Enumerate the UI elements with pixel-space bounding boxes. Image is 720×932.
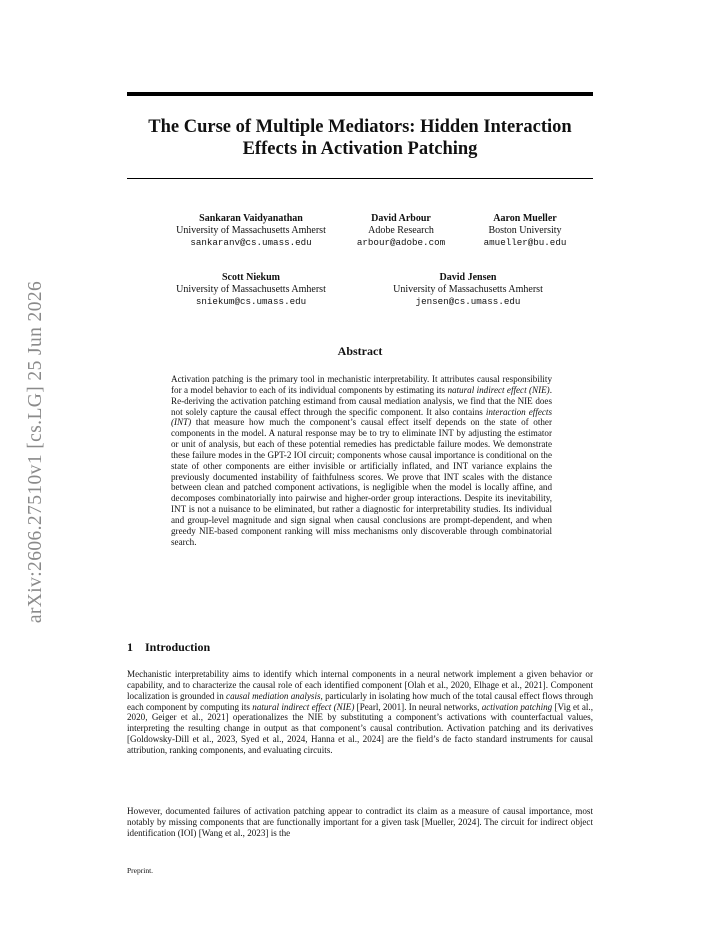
author-name: David Jensen (439, 272, 497, 283)
author-block (357, 213, 445, 249)
author-affiliation: Boston University (488, 225, 562, 236)
title-top-rule (127, 92, 593, 96)
author-name: Aaron Mueller (493, 213, 557, 224)
abstract-heading: Abstract (337, 344, 383, 358)
author-name: Sankaran Vaidyanathan (199, 213, 303, 224)
section-number: 1 (127, 640, 133, 654)
author-email[interactable]: amueller@bu.edu (483, 237, 567, 248)
arxiv-stamp: arXiv:2606.27510v1 [cs.LG] 25 Jun 2026 (25, 280, 46, 624)
author-email[interactable]: arbour@adobe.com (356, 237, 446, 248)
author-block (393, 272, 543, 308)
author-affiliation: University of Massachusetts Amherst (393, 284, 543, 295)
author-email[interactable]: jensen@cs.umass.edu (415, 296, 521, 307)
author-affiliation: University of Massachusetts Amherst (176, 284, 326, 295)
preprint-footer: Preprint. (127, 866, 154, 875)
intro-paragraph: However, documented failures of activation patching appear to contradict its claim as a measure of causal importance, most notably by missing components that are functionally important for a given task [Mueller, 2024]. The circuit for indirect object identification (IOI) [Wang et al., 2023] is the (127, 806, 593, 838)
section-title: Introduction (145, 640, 211, 654)
intro-paragraph: Mechanistic interpretability aims to identify which internal components in a neural network implement a given behavior or capability, and to characterize the causal role of each identified component [Olah et al., 2020, Elhage et al., 2021]. Component localization is grounded in causal mediation analysis, particularly in isolating how much of the total causal effect flows through each component by computing its natural indirect effect (NIE) [Pearl, 2001]. In neural networks, activation patching [Vig et al., 2020, Geiger et al., 2021] operationalizes the NIE by substituting a component’s activations with counterfactual values, interpreting the resulting change in output as that component’s causal contribution. Activation patching and its derivatives [Goldowsky-Dill et al., 2023, Syed et al., 2024, Hanna et al., 2024] are the field’s de facto standard instruments for causal attribution, ranking components, and evaluating circuits. (127, 669, 594, 755)
author-name: Scott Niekum (221, 272, 281, 283)
author-block (176, 272, 326, 308)
author-affiliation: University of Massachusetts Amherst (176, 225, 326, 236)
author-email[interactable]: sniekum@cs.umass.edu (195, 296, 307, 307)
author-block (484, 213, 567, 249)
author-block (176, 213, 326, 249)
title-bottom-rule (127, 178, 593, 179)
author-name: David Arbour (371, 213, 431, 224)
author-email[interactable]: sankaranv@cs.umass.edu (190, 237, 312, 248)
section-heading-introduction (127, 640, 210, 655)
author-affiliation: Adobe Research (368, 225, 434, 236)
paper-title: The Curse of Multiple Mediators: Hidden Interaction Effects in Activation Patching (148, 117, 572, 159)
abstract-body: Activation patching is the primary tool in mechanistic interpretability. It attributes causal responsibility for a model behavior to each of its individual components by estimating its natural indirect effect (NIE). Re-deriving the activation patching estimand from causal mediation analysis, we find that the NIE does not solely capture the causal effect through the specific component. It also contains interaction effects (INT) that measure how much the component’s causal effect itself depends on the state of other components in the model. A natural response may be to try to eliminate INT by adjusting the estimator or unit of analysis, but each of these potential remedies has predictable failure modes. We demonstrate these failure modes in the GPT-2 IOI circuit; components whose causal importance is conditional on the state of other components are either invisible or artificially inflated, and INT variance explains the previously documented instability of faithfulness scores. We prove that INT scales with the distance between clean and patched component activations, is negligible when the model is locally affine, and decomposes combinatorially into pairwise and higher-order group interactions. Despite its inevitability, INT is not a nuisance to be eliminated, but rather a diagnostic for interpretability studies. Its individual and group-level magnitude and sign signal when causal conclusions are prompt-dependent, and when greedy NIE-based component ranking will miss mechanisms only discoverable through combinatorial search. (171, 374, 552, 547)
